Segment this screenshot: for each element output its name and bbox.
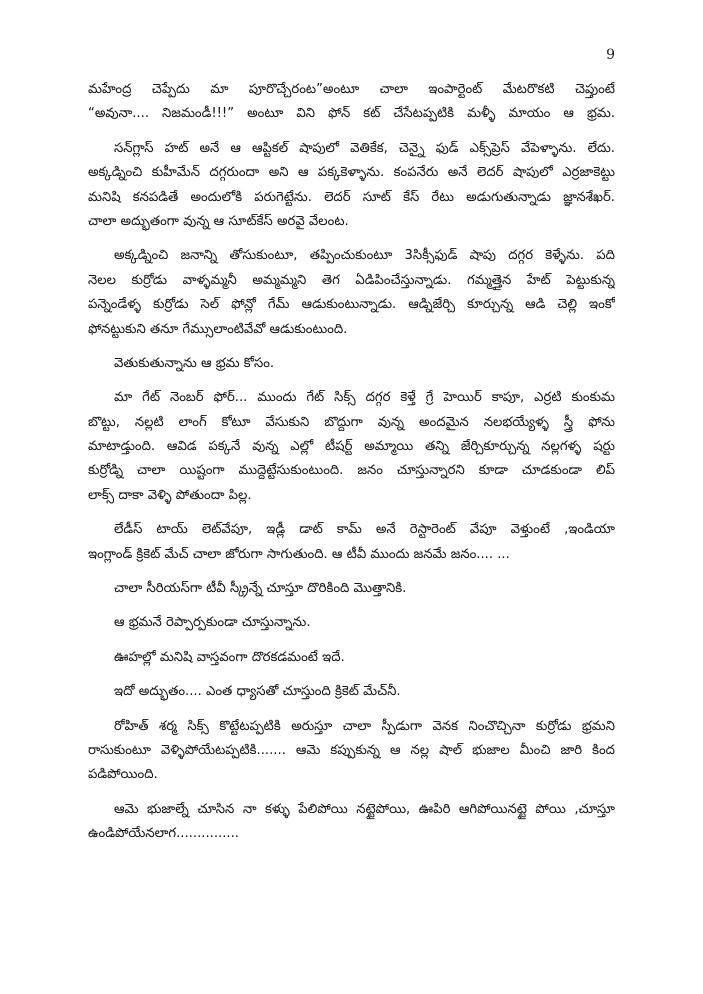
- paragraph: [88, 244, 615, 342]
- text-line: పడిపోయింది.: [88, 767, 158, 783]
- text-line: వెతుకుతున్నాను ఆ భ్రమ కోసం.: [114, 355, 275, 371]
- paragraph: [88, 680, 615, 704]
- text-line: “అవునా.... నిజమండీ!!!” అంటూ విని ఫోన్ కట్ చేసేటప్పటికి మళ్ళీ మాయం ఆ భ్రమ.: [88, 106, 615, 122]
- text-line: రోహిత్ శర్మ సిక్స్ కొట్టేటప్పటికి అరుస్తూ చాలా స్పీడుగా వెనక నించొచ్చినా కుర్రోడు భ్రమని: [114, 718, 615, 734]
- text-line: మాటాడ్తుంది. ఆవిడ పక్కనే వున్న ఎల్లో టీషర్ట్ అమ్మాయి తన్ని జేర్చికూర్చున్న నల్లగళ్ళ షర్టు: [88, 439, 615, 455]
- document-body: [88, 78, 615, 847]
- paragraph: [88, 646, 615, 670]
- text-line: ఉండిపోయేనలాగ...............: [88, 826, 239, 842]
- text-line: మనిషి కనపడితే అందులోకి పరుగెట్టేను. లెదర్ సూట్ కేస్ రేటు అడుగుతున్నాడు జ్ఞానశేఖర్.: [88, 189, 615, 205]
- text-line: చాలా అద్భుతంగా వున్న ఆ సూట్‌కేస్ అరవై వేలంట.: [88, 213, 349, 229]
- text-line: అక్కడ్నించి జనాన్ని తోసుకుంటూ, తప్పించుకుంటూ 3సిక్సీఫుడ్ షాపు దగ్గర కెళ్ళేను. పది: [114, 248, 615, 264]
- paragraph: [88, 78, 615, 127]
- paragraph: [88, 577, 615, 601]
- paragraph: [88, 518, 615, 567]
- paragraph: [88, 386, 615, 508]
- text-line: పన్నెండేళ్ళ కుర్రోడు సెల్ ఫోన్లో గేమ్ ఆడుకుంటున్నాడు. ఆడ్నిజేర్చి కూర్చున్న ఆడి చెల్లి ఇంకో: [88, 297, 615, 313]
- paragraph: [88, 715, 615, 788]
- text-line: ఆమె భుజాల్నే చూసిన నా కళ్ళు పేలిపోయి నట్టైపోయి, ఊపిరి ఆగిపోయినట్టై పోయి ,చూస్తూ: [114, 801, 615, 817]
- page-number: 9: [606, 47, 615, 63]
- text-line: లేడీస్ టాయ్ లెట్‌వేపూ, ఇడ్లీ డాట్ కామ్ అనే రెస్టారెంట్ వేపూ వెళ్తుంటే ,ఇండియా: [114, 522, 615, 538]
- text-line: చాలా సీరియస్‌గా టీవీ స్క్రీన్నే చూస్తూ దొరికింది మొత్తానికి.: [114, 581, 407, 597]
- text-line: అక్కడ్నించి కుహీమేన్ దగ్గరుందా అని ఆ పక్కకెళ్ళాను. కంపనేరు అనే లెదర్ షాపులో ఎర్రజాకెట్టు: [88, 165, 615, 181]
- text-line: నెలల కుర్రోడు వాళ్ళమ్మనీ అమ్మమ్మని తెగ ఏడిపించేస్తున్నాడు. గమ్మత్తైన హేట్ పెట్టుకున్న: [88, 272, 615, 288]
- paragraph: [88, 798, 615, 847]
- text-line: ఆ భ్రమనే రెప్పార్పకుండా చూస్తున్నాను.: [114, 615, 311, 631]
- text-line: రాసుకుంటూ వెళ్ళిపోయేటప్పటికి....... ఆమె కప్పుకున్న ఆ నల్ల షాల్ భుజాల మీంచి జారి కింద: [88, 742, 615, 758]
- paragraph: [88, 352, 615, 376]
- text-line: ఊహల్లో మనిషి వాస్తవంగా దొరకడమంటే ఇదే.: [114, 649, 345, 665]
- text-line: ఫోనట్టుకుని తనూ గేమ్సులాంటివేవో ఆడుకుంటుంది.: [88, 321, 348, 337]
- text-line: లాక్స్ దాకా వెళ్ళి పోతుందా పిల్ల.: [88, 487, 252, 503]
- text-line: కుర్రోడ్ని చాలా యిష్టంగా ముద్దెట్టేసుకుంటుంది. జనం చూస్తున్నారని కూడా చూడకుండా లిప్: [88, 463, 615, 479]
- paragraph: [88, 611, 615, 635]
- text-line: ఇదో అద్భుతం.... ఎంత ధ్యాసతో చూస్తుంది క్రికెట్ మేచ్‌నీ.: [114, 684, 401, 700]
- text-line: బొట్టు, నల్లటి లాంగ్ కోటూ వేసుకుని బొద్దుగా వున్న అందమైన నలభయ్యేళ్ళ స్త్రీ ఫోను: [88, 414, 615, 430]
- paragraph: [88, 137, 615, 235]
- text-line: ఇంగ్లాండ్ క్రికెట్ మేచ్ చాలా జోరుగా సాగుతుంది. ఆ టీవీ ముందు జనమే జనం.... ...: [88, 546, 510, 562]
- text-line: మా గేట్ నెంబర్ ఫోర్... ముందు గేట్ సిక్స్ దగ్గర కెళ్తే గ్రే హెయిర్ కాపూ, ఎర్రటి కుంకుమ: [114, 390, 615, 406]
- text-line: మహేంద్ర చెప్పేదు మా పూరొచ్చేరంట”అంటూ చాలా ఇంపార్టెంట్ మేటరొకటి చెప్తుంటే: [88, 82, 615, 97]
- text-line: సన్‌గ్లాస్ హట్ అనే ఆ ఆప్టికల్ షాపులో వెతికేక, చెన్నై ఫుడ్ ఎక్స్‌ప్రెస్ వేపెళ్ళాను. లేదు.: [114, 140, 615, 156]
